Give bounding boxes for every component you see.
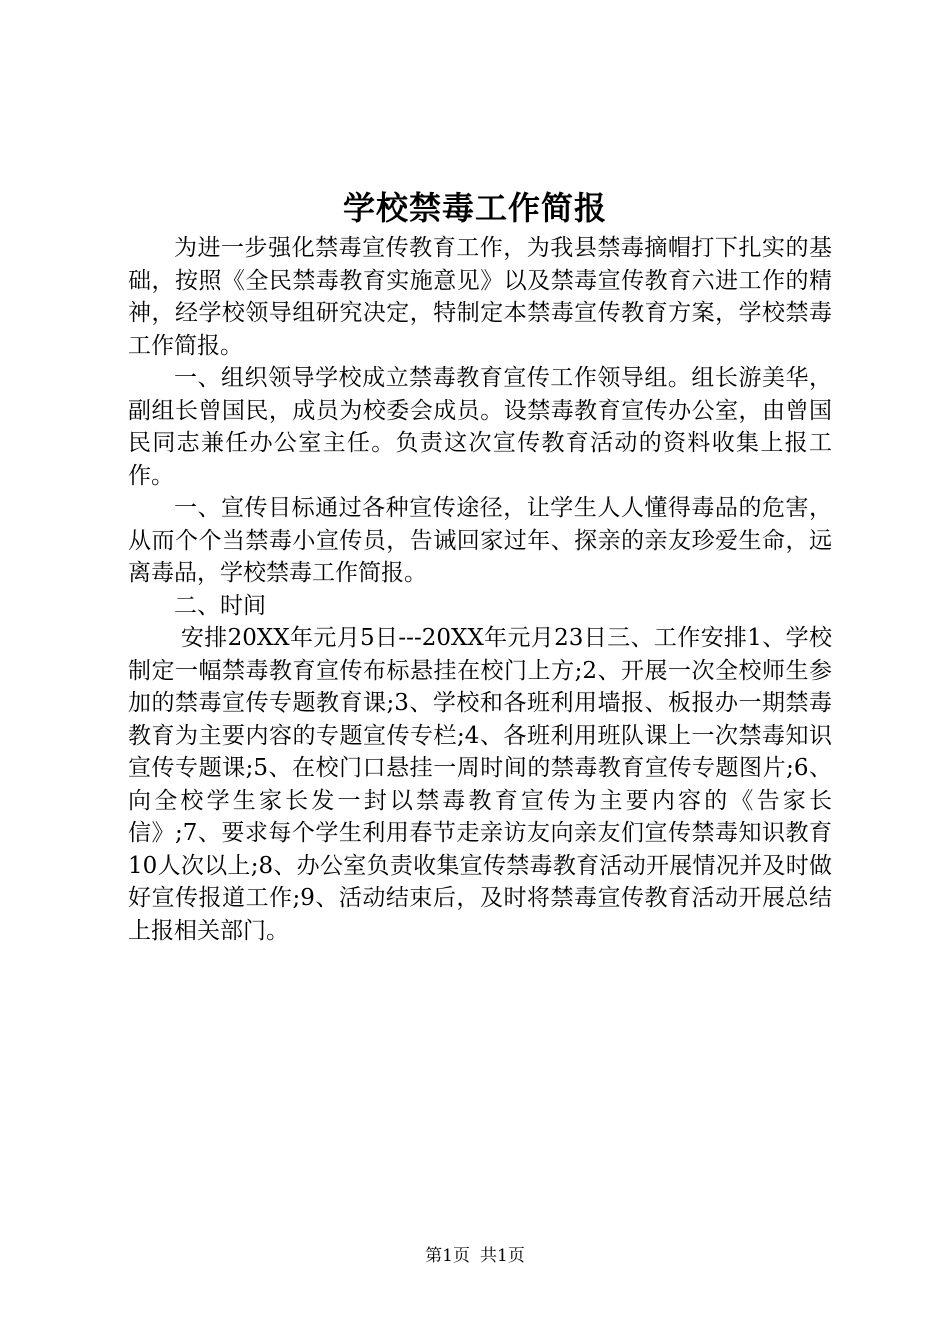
page-footer (0, 1244, 950, 1268)
paragraph-schedule: 安排20XX年元月5日---20XX年元月23日三、工作安排1、学校制定一幅禁毒教育宣传布标悬挂在校门上方;2、开展一次全校师生参加的禁毒宣传专题教育课;3、学校和各班利用墙报、板报办一期禁毒教育为主要内容的专题宣传专栏;4、各班利用班队课上一次禁毒知识宣传专题课;5、在校门口悬挂一周时间的禁毒教育宣传专题图片;6、向全校学生家长发一封以禁毒教育宣传为主要内容的《告家长信》;7、要求每个学生利用春节走亲访友向亲友们宣传禁毒知识教育10人次以上;8、办公室负责收集宣传禁毒教育活动开展情况并及时做好宣传报道工作;9、活动结束后，及时将禁毒宣传教育活动开展总结上报相关部门。 (128, 625, 832, 944)
page-number: 第1页 (425, 1246, 470, 1266)
paragraph-organization: 一、组织领导学校成立禁毒教育宣传工作领导组。组长游美华，副组长曾国民，成员为校委会成员。设禁毒教育宣传办公室，由曾国民同志兼任办公室主任。负责这次宣传教育活动的资料收集上报工作。 (128, 365, 832, 489)
document-body (128, 232, 832, 947)
page-total: 共1页 (480, 1246, 525, 1266)
document-title: 学校禁毒工作简报 (342, 189, 607, 227)
paragraph-intro: 为进一步强化禁毒宣传教育工作，为我县禁毒摘帽打下扎实的基础，按照《全民禁毒教育实施意见》以及禁毒宣传教育六进工作的精神，经学校领导组研究决定，特制定本禁毒宣传教育方案，学校禁毒工作简报。 (128, 235, 832, 359)
paragraph-time-heading: 二、时间 (174, 592, 266, 619)
paragraph-goal: 一、宣传目标通过各种宣传途径，让学生人人懂得毒品的危害，从而个个当禁毒小宣传员，告诫回家过年、探亲的亲友珍爱生命，远离毒品，学校禁毒工作简报。 (128, 495, 832, 586)
